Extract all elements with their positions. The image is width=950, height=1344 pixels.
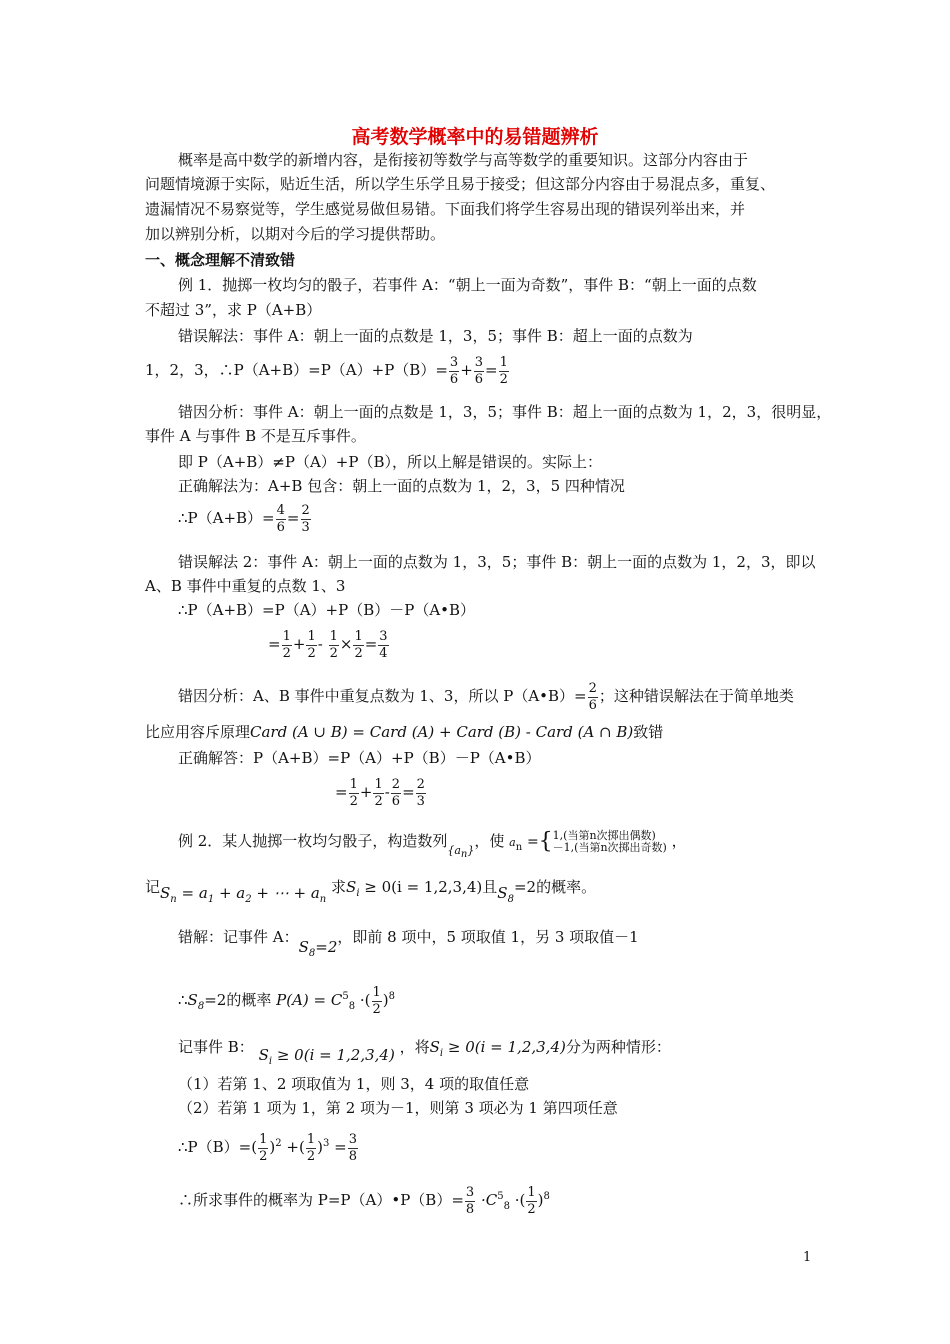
intro-line-1: 概率是高中数学的新增内容，是衔接初等数学与高等数学的重要知识。这部分内容由于 [178,151,749,169]
fraction: $\frac{1}{2}$ [306,1131,316,1164]
wrong-solution-2-b: A、B 事件中重复的点数 1、3 [145,577,346,595]
page-title: 高考数学概率中的易错题辨析 [351,126,599,148]
fraction: $\frac{1}{2}$ [374,776,383,809]
case-1: （1）若第 1、2 项取值为 1，则 3，4 项的取值任意 [178,1075,530,1093]
prob-b-formula: ∴P（B）=( $\frac{1}{2}$ )$^2$ +( $\frac{1}{2}$ )$^3$ = $\frac{3}{8}$ [178,1131,357,1164]
fraction: $\frac{1}{2}$ [259,1131,268,1164]
intro-line-4: 加以辨别分析，以期对今后的学习提供帮助。 [145,225,446,243]
correct-solution-2-eq: = $\frac{1}{2}$ + $\frac{1}{2}$ - $\frac{2}{6}$ = $\frac{2}{3}$ [335,776,425,809]
event-b-line: 记事件 B： $S_i \ge 0(i = 1,2,3,4)$ ，将$S_i \ge 0(i = 1,2,3,4)$分为两种情形： [178,1038,671,1067]
fraction: $\frac{1}{2}$ [499,354,508,387]
prob-a-formula: $\therefore S_8=2$的概率 $P(A) = C^5_8$ ·( $\frac{1}{2}$ )$^8$ [178,984,396,1017]
fraction: $\frac{1}{2}$ [527,1184,536,1217]
intro-line-2: 问题情境源于实际，贴近生活，所以学生乐学且易于接受；但这部分内容由于易混点多，重复、 [145,175,776,193]
example2-line-2: 记$S_n = a_1 + a_2$ + ⋯ + $a_n$ 求$S_i \ge 0(i = 1,2,3,4)$且$S_8=2$的概率。 [145,878,597,905]
error-analysis-1-a: 错因分析：事件 A：朝上一面的点数是 1，3，5；事件 B：超上一面的点数为 1，2，3，很明显， [178,403,832,421]
fraction: $\frac{1}{2}$ [349,776,358,809]
error-analysis-2-b: 比应用容斥原理Card (A ∪ B) = Card (A) + Card (B) - Card (A ∩ B)致错 [145,723,664,741]
fraction: $\frac{1}{2}$ [329,628,338,661]
fraction: $\frac{3}{8}$ [465,1184,475,1217]
fraction: $\frac{4}{6}$ [276,502,285,535]
example1-line-1: 例 1．抛掷一枚均匀的骰子，若事件 A：“朝上一面为奇数”，事件 B：“朝上一面的点数 [178,276,757,294]
card-formula: Card (A ∪ B) = Card (A) + Card (B) - Card (A ∩ B) [250,723,634,741]
wrong-solution-2-c: ∴P（A+B）=P（A）+P（B）－P（A•B） [178,601,476,619]
fraction: $\frac{3}{6}$ [449,354,459,387]
fraction: $\frac{1}{2}$ [307,628,316,661]
case-2: （2）若第 1 项为 1，第 2 项为－1，则第 3 项必为 1 第四项任意 [178,1099,618,1117]
error-analysis-1-b: 事件 A 与事件 B 不是互斥事件。 [145,427,366,445]
section-heading: 一、概念理解不清致错 [145,251,296,269]
fraction: $\frac{3}{8}$ [348,1131,357,1164]
wrong-solution-1-b: 1，2，3，∴P（A+B）=P（A）+P（B）= $\frac{3}{6}$ + $\frac{3}{6}$ = $\frac{1}{2}$ [145,354,508,387]
piecewise-cases: 1,(当第n次掷出偶数) －1,(当第n次掷出奇数) [552,829,667,854]
correct-solution-2: 正确解答：P（A+B）=P（A）+P（B）－P（A•B） [178,749,541,767]
fraction: $\frac{2}{6}$ [588,680,597,713]
wrong-solution-2-eq: = $\frac{1}{2}$ + $\frac{1}{2}$ - $\frac{1}{2}$ × $\frac{1}{2}$ = $\frac{3}{4}$ [268,628,388,661]
example2-line-1: 例 2．某人抛掷一枚均匀骰子，构造数列$_{\{an\}}$，使 $a_n$ ={ 1,(当第n次掷出偶数) －1,(当第n次掷出奇数) ， [178,829,687,861]
wrong-solution-1-a: 错误解法：事件 A：朝上一面的点数是 1，3，5；事件 B：超上一面的点数为 [178,327,693,345]
final-probability: ∴所求事件的概率为 P=P（A）•P（B）= $\frac{3}{8}$ $\cdot C^5_8$ ·( $\frac{1}{2}$ )$^8$ [178,1184,550,1217]
example1-line-2: 不超过 3”，求 P（A+B） [145,301,322,319]
page-number: 1 [803,1250,812,1265]
fraction: $\frac{1}{2}$ [354,628,363,661]
error-analysis-1-c: 即 P（A+B）≠P（A）+P（B），所以上解是错误的。实际上： [178,453,602,471]
fraction: $\frac{3}{4}$ [379,628,388,661]
error-analysis-2-a: 错因分析：A、B 事件中重复点数为 1、3，所以 P（A•B）= $\frac{2}{6}$ ；这种错误解法在于简单地类 [178,680,794,713]
fraction: $\frac{2}{3}$ [416,776,425,809]
correct-solution-1-eq: ∴P（A+B）= $\frac{4}{6}$ = $\frac{2}{3}$ [178,502,310,535]
fraction: $\frac{2}{6}$ [391,776,401,809]
wrong-solution-2-a: 错误解法 2：事件 A：朝上一面的点数为 1，3，5；事件 B：朝上一面的点数为 1，2，3，即以 [178,553,816,571]
intro-line-3: 遗漏情况不易察觉等，学生感觉易做但易错。下面我们将学生容易出现的错误列举出来，并 [145,200,746,218]
fraction: $\frac{1}{2}$ [372,984,381,1017]
fraction: $\frac{1}{2}$ [282,628,291,661]
fraction: $\frac{3}{6}$ [474,354,484,387]
correct-solution-1: 正确解法为：A+B 包含：朝上一面的点数为 1，2，3，5 四种情况 [178,477,625,495]
fraction: $\frac{2}{3}$ [301,502,310,535]
wrong-solution-event-a: 错解：记事件 A：$S_8=2$，即前 8 项中，5 项取值 1，另 3 项取值－1 [178,928,639,959]
